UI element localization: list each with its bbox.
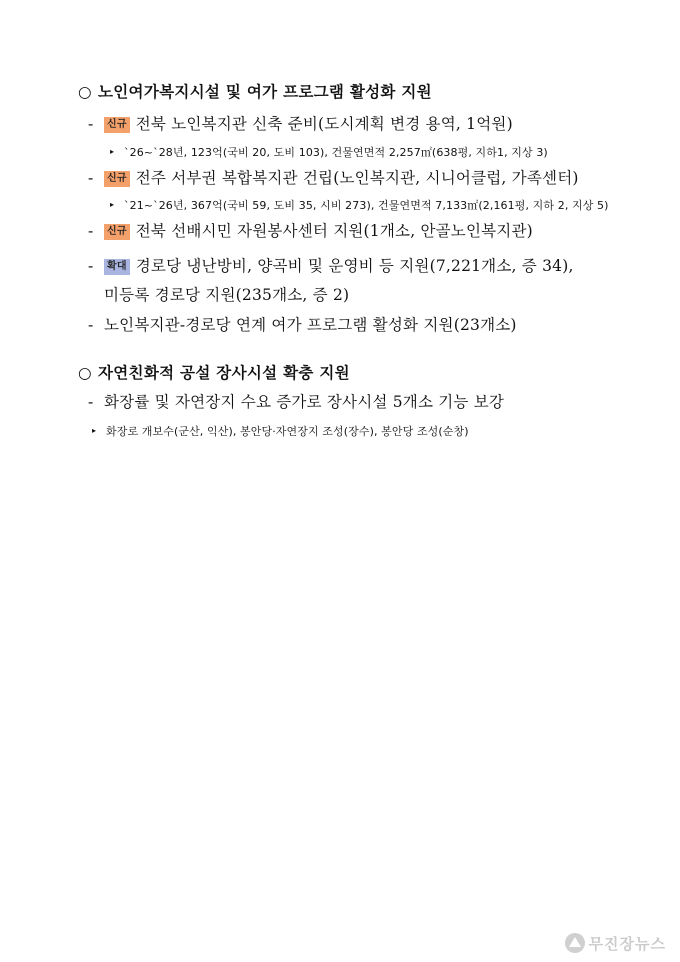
dash-marker: -	[88, 222, 94, 240]
list-item	[88, 254, 574, 276]
section-heading	[78, 361, 350, 383]
sub-item-text: `26~`28년, 123억(국비 20, 도비 103), 건물연면적 2,257㎡(638평, 지하1, 지상 3)	[124, 146, 548, 159]
dash-marker: -	[88, 393, 94, 411]
list-item-continuation	[104, 283, 349, 305]
watermark-logo	[565, 933, 666, 954]
item-text: 전주 서부권 복합복지관 건립(노인복지관, 시니어클럽, 가족센터)	[135, 169, 579, 187]
dash-marker: -	[88, 316, 94, 334]
section-marker: ○	[78, 83, 92, 101]
item-text: 경로당 냉난방비, 양곡비 및 운영비 등 지원(7,221개소, 증 34),	[135, 257, 574, 275]
list-item	[88, 166, 579, 188]
new-badge: 신규	[104, 117, 130, 133]
list-item	[88, 313, 517, 335]
item-text: 미등록 경로당 지원(235개소, 증 2)	[104, 286, 350, 304]
list-item	[88, 390, 504, 412]
dash-marker: -	[88, 115, 94, 133]
section-title: 노인여가복지시설 및 여가 프로그램 활성화 지원	[98, 83, 432, 101]
item-text: 전북 노인복지관 신축 준비(도시계획 변경 용역, 1억원)	[135, 115, 513, 133]
sub-item-text: `21~`26년, 367억(국비 59, 도비 35, 시비 273), 건물연면적 7,133㎡(2,161평, 지하 2, 지상 5)	[124, 199, 609, 212]
item-text: 화장률 및 자연장지 수요 증가로 장사시설 5개소 기능 보강	[104, 393, 505, 411]
expand-badge: 확대	[104, 259, 130, 275]
list-item	[88, 219, 533, 241]
new-badge: 신규	[104, 224, 130, 240]
item-text: 전북 선배시민 자원봉사센터 지원(1개소, 안골노인복지관)	[135, 222, 533, 240]
section-marker: ○	[78, 364, 92, 382]
bullet-icon: ▸	[92, 426, 97, 435]
watermark-text: 무진장뉴스	[588, 935, 666, 953]
mountain-icon	[565, 933, 585, 953]
dash-marker: -	[88, 257, 94, 275]
section-title: 자연친화적 공설 장사시설 확충 지원	[98, 364, 350, 382]
sub-item	[110, 197, 609, 213]
sub-item-text: 화장로 개보수(군산, 익산), 봉안당·자연장지 조성(장수), 봉안당 조성(순창)	[106, 425, 469, 438]
section-heading	[78, 80, 432, 102]
sub-item	[92, 423, 469, 439]
dash-marker: -	[88, 169, 94, 187]
bullet-icon: ▸	[110, 147, 115, 156]
list-item	[88, 112, 513, 134]
sub-item	[110, 144, 548, 160]
bullet-icon: ▸	[110, 200, 115, 209]
item-text: 노인복지관-경로당 연계 여가 프로그램 활성화 지원(23개소)	[104, 316, 517, 334]
new-badge: 신규	[104, 171, 130, 187]
